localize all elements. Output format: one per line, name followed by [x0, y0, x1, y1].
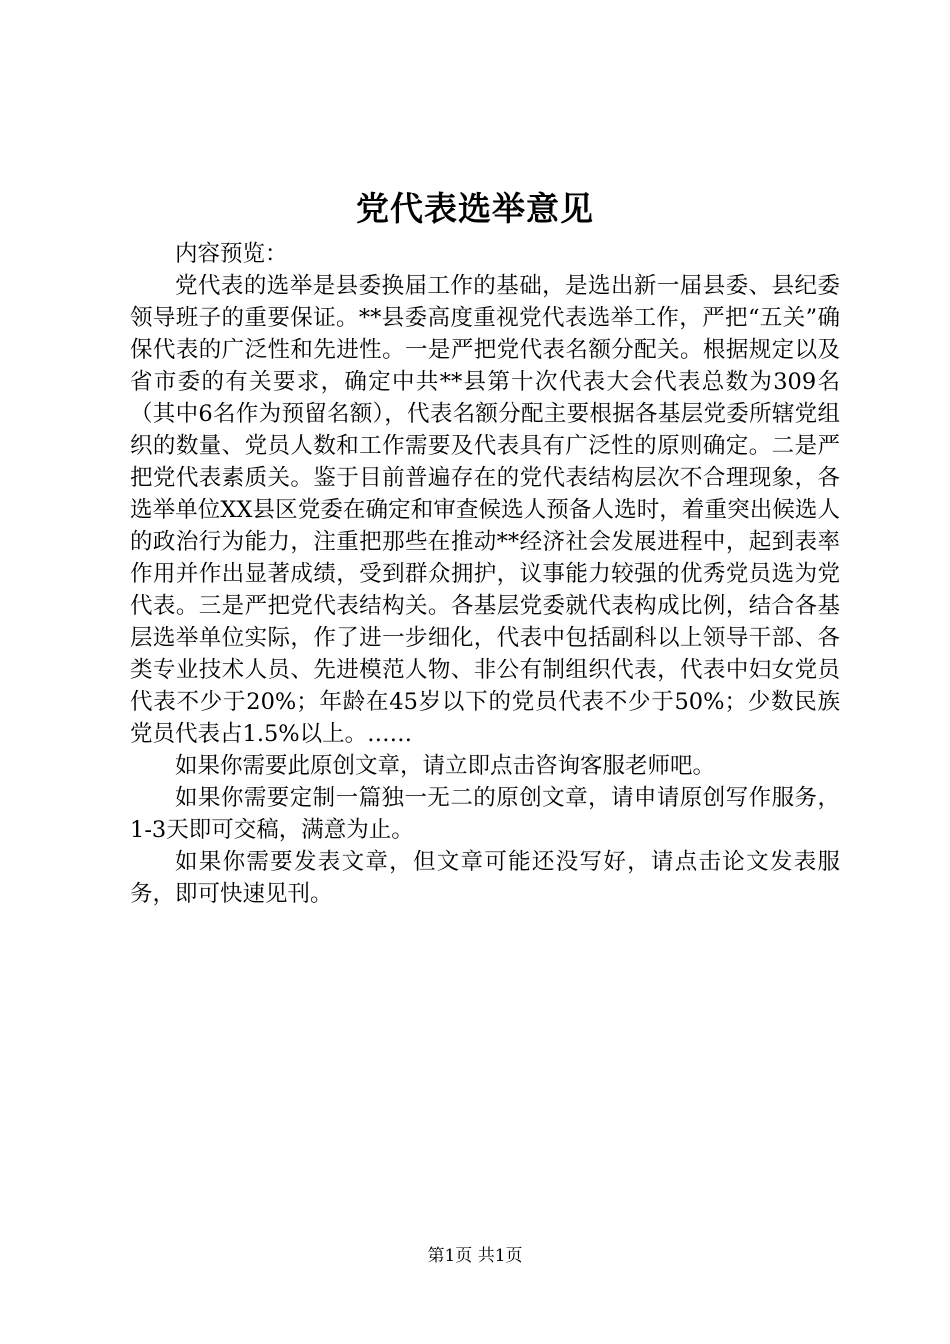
body-paragraph-consult: 如果你需要此原创文章，请立即点击咨询客服老师吧。 — [175, 753, 716, 779]
page-number-footer: 第1页 共1页 — [427, 1246, 523, 1266]
document-body — [130, 238, 840, 910]
preview-label: 内容预览： — [175, 241, 288, 267]
body-paragraph-publish: 如果你需要发表文章，但文章可能还没写好，请点击论文发表服务，即可快速见刊。 — [130, 849, 840, 907]
document-title: 党代表选举意见 — [356, 189, 594, 228]
body-paragraph-main: 党代表的选举是县委换届工作的基础，是选出新一届县委、县纪委领导班子的重要保证。**县委高度重视党代表选举工作，严把“五关”确保代表的广泛性和先进性。一是严把党代表名额分配关。根据规定以及省市委的有关要求，确定中共**县第十次代表大会代表总数为309名（其中6名作为预留名额），代表名额分配主要根据各基层党委所辖党组织的数量、党员人数和工作需要及代表具有广泛性的原则确定。二是严把党代表素质关。鉴于目前普遍存在的党代表结构层次不合理现象，各选举单位XX县区党委在确定和审查候选人预备人选时，着重突出候选人的政治行为能力，注重把那些在推动**经济社会发展进程中，起到表率作用并作出显著成绩，受到群众拥护，议事能力较强的优秀党员选为党代表。三是严把党代表结构关。各基层党委就代表构成比例，结合各基层选举单位实际，作了进一步细化，代表中包括副科以上领导干部、各类专业技术人员、先进模范人物、非公有制组织代表，代表中妇女党员代表不少于20%；年龄在45岁以下的党员代表不少于50%；少数民族党员代表占1.5%以上。…… — [130, 273, 840, 747]
body-paragraph-custom: 如果你需要定制一篇独一无二的原创文章，请申请原创写作服务，1-3天即可交稿，满意为止。 — [130, 785, 840, 843]
